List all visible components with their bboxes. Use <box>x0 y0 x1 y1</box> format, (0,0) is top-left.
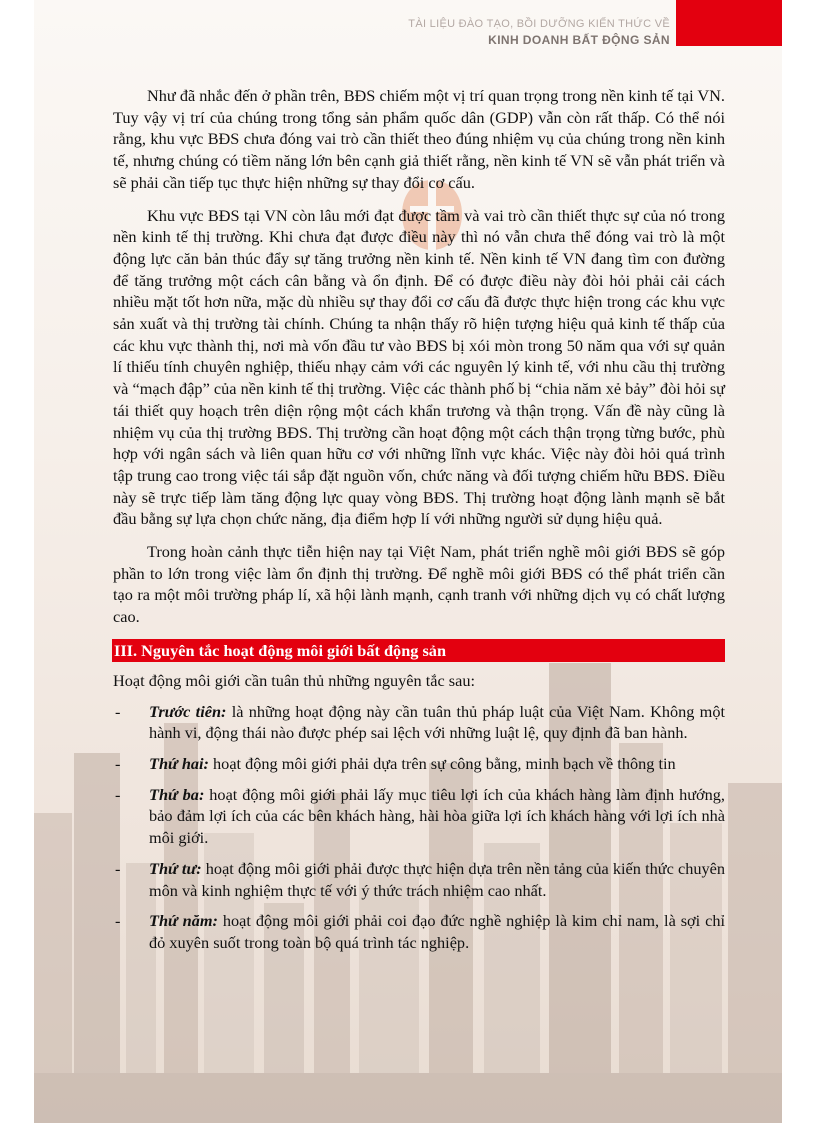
bullet-lead: Thứ năm: <box>149 911 218 931</box>
bullet-dash: - <box>115 858 121 878</box>
bullet-text: hoạt động môi giới phải coi đạo đức nghề nghiệp là kim chỉ nam, là sợi chỉ đỏ xuyên suốt trong toàn bộ quá trình tác nghiệp. <box>149 911 725 952</box>
bullet-text: hoạt động môi giới phải lấy mục tiêu lợi ích của khách hàng làm định hướng, bảo đảm lợi ích của các bên khách hàng, hài hòa giữa lợi ích khách hàng với lợi ích nhà môi giới. <box>149 784 725 848</box>
bullet-lead: Trước tiên: <box>149 701 227 721</box>
list-item <box>113 753 725 775</box>
bullet-lead: Thứ hai: <box>149 753 209 773</box>
bullet-lead: Thứ tư: <box>149 858 202 878</box>
bullet-dash: - <box>115 701 121 721</box>
bullet-text: hoạt động môi giới phải dựa trên sự công bằng, minh bạch về thông tin <box>208 753 676 773</box>
header-red-tab <box>676 0 782 46</box>
bullet-text: hoạt động môi giới phải được thực hiện dựa trên nền tảng của kiến thức chuyên môn và kinh nghiệm thực tế với ý thức trách nhiệm cao nhất. <box>149 858 725 900</box>
paragraph: Trong hoàn cảnh thực tiễn hiện nay tại Việt Nam, phát triển nghề môi giới BĐS sẽ góp phần to lớn trong việc làm ổn định thị trường. Để nghề môi giới BĐS có thể phát triển cần tạo ra một môi trường pháp lí, xã hội lành mạnh, cạnh tranh với những dịch vụ có chất lượng cao. <box>113 542 725 627</box>
list-item <box>113 910 725 953</box>
header-line-1: TÀI LIỆU ĐÀO TẠO, BỒI DƯỠNG KIẾN THỨC VỀ <box>408 18 670 30</box>
section-intro: Hoạt động môi giới cần tuân thủ những nguyên tắc sau: <box>113 670 475 690</box>
header-line-2: KINH DOANH BẤT ĐỘNG SẢN <box>488 33 670 47</box>
section-heading: III. Nguyên tắc hoạt động môi giới bất động sản <box>112 639 725 662</box>
bullet-dash: - <box>115 784 121 804</box>
bullet-text: là những hoạt động này cần tuân thủ pháp luật của Việt Nam. Không một hành vi, động thái nào được phép sai lệch với những luật lệ, quy định đã ban hành. <box>149 701 725 743</box>
paragraph: Khu vực BĐS tại VN còn lâu mới đạt được tầm và vai trò cần thiết thực sự của nó trong nền kinh tế thị trường. Khi chưa đạt được điều này thì nó vẫn chưa thể đóng vai trò là một động lực căn bản thúc đẩy sự tăng trưởng nền kinh tế. Nền kinh tế VN đang tìm con đường để tăng trưởng một cách cân bằng và ổn định. Để có được điều này đòi hỏi phải cải cách nhiều mặt tốt hơn nữa, mặc dù nhiều sự thay đổi cơ cấu đã được thực hiện trong các khu vực sản xuất và thị trường tài chính. Chúng ta nhận thấy rõ hiện tượng hiệu quả kinh tế thấp của các khu vực thành thị, nơi mà vốn đầu tư vào BĐS bị xói mòn trong 50 năm qua với sự quản lí thiếu tính chuyên nghiệp, thiếu nhạy cảm với các nguyên lý kinh tế, với nhu cầu thị trường và “mạch đập” của nền kinh tế thị trường. Việc các thành phố bị “chia năm xẻ bảy” đòi hỏi sự tái thiết quy hoạch trên diện rộng một cách khẩn trương và thận trọng. Vấn đề này cũng là nhiệm vụ của thị trường BĐS. Thị trường cần hoạt động một cách thận trọng từng bước, phù hợp với ngân sách và liên quan hữu cơ với những lĩnh vực khác. Việc này đòi hỏi quá trình tập trung cao trong việc tái sắp đặt nguồn vốn, chức năng và đối tượng chiếm hữu BĐS. Điều này sẽ trực tiếp làm tăng động lực quay vòng BĐS. Thị trường hoạt động lành mạnh sẽ bắt đầu bằng sự lựa chọn chức năng, địa điểm hợp lí với những người sử dụng hiệu quả. <box>113 205 725 529</box>
list-item <box>113 784 725 849</box>
bullet-dash: - <box>115 753 121 773</box>
bullet-dash: - <box>115 911 121 931</box>
list-item <box>113 858 725 901</box>
document-body <box>113 85 725 963</box>
paragraph: Như đã nhắc đến ở phần trên, BĐS chiếm một vị trí quan trọng trong nền kinh tế tại VN. Tuy vậy vị trí của chúng trong tổng sản phẩm quốc dân (GDP) vẫn còn rất thấp. Có thể nói rằng, khu vực BĐS chưa đóng vai trò cần thiết theo đúng nhiệm vụ của chúng trong nền kinh tế, nhưng chúng có tiềm năng lớn bên cạnh giả thiết rằng, nền kinh tế VN sẽ vẫn phát triển và sẽ phải cần tiếp tục thực hiện những sự thay đổi cơ cấu. <box>113 86 725 192</box>
page-header <box>408 18 670 47</box>
bullet-lead: Thứ ba: <box>149 784 205 804</box>
list-item <box>113 701 725 744</box>
